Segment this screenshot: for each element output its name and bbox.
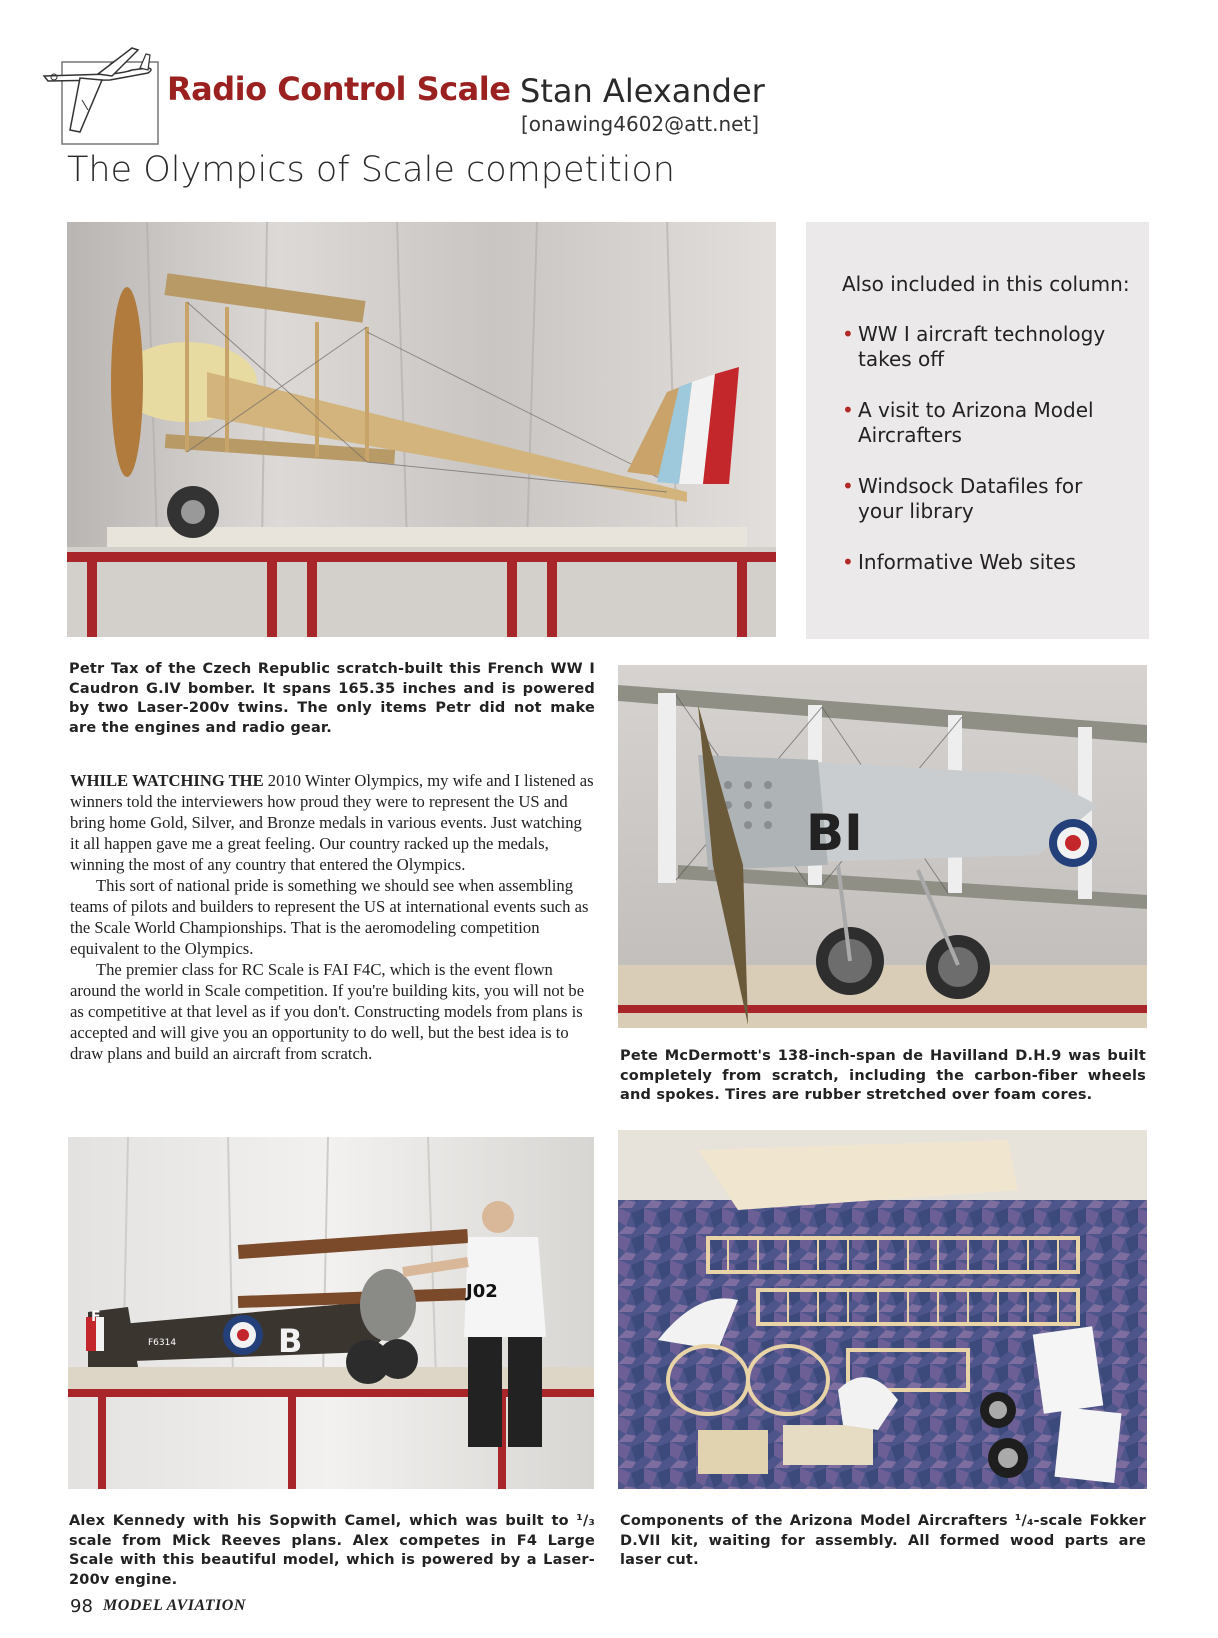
caption-caudron: Petr Tax of the Czech Republic scratch-built this French WW I Caudron G.IV bomber. It spans 165.35 inches and is powered by two Laser-200v twins. The only items Petr did not make are the engines and radio gear. — [69, 661, 595, 736]
magazine-name: MODEL AVIATION — [103, 1597, 246, 1614]
bullet-icon: • — [842, 398, 854, 422]
caption-camel: Alex Kennedy with his Sopwith Camel, which was built to ¹/₃ scale from Mick Reeves plans. Alex competes in F4 Large Scale with this beautiful model, which is powered by a Laser-200v engine. — [69, 1513, 595, 1588]
camel-serial: F6314 — [148, 1338, 177, 1348]
photo-caudron — [67, 222, 776, 637]
camel-code: B — [278, 1322, 303, 1360]
caption-dh9: Pete McDermott's 138-inch-span de Havilland D.H.9 was built completely from scratch, including the carbon-fiber wheels and spokes. Tires are rubber stretched over foam cores. — [620, 1048, 1146, 1103]
bullet-icon: • — [842, 474, 854, 498]
sidebar-item: • WW I aircraft technology takes off — [842, 322, 1106, 371]
logo-plane-icon — [40, 40, 160, 145]
photo-dh9 — [618, 665, 1147, 1028]
author-email[interactable]: [onawing4602@att.net] — [521, 112, 760, 136]
shirt-number: J02 — [466, 1281, 498, 1302]
sidebar-list — [842, 322, 1132, 601]
author-name: Stan Alexander — [520, 72, 765, 110]
column-title: Radio Control Scale — [167, 70, 511, 108]
page-headline: The Olympics of Scale competition — [67, 150, 675, 190]
dh9-code: BI — [806, 804, 863, 862]
camel-fin-letter: F — [91, 1309, 101, 1325]
caption-fokker: Components of the Arizona Model Aircrafters ¹/₄-scale Fokker D.VII kit, waiting for assembly. All formed wood parts are laser cut. — [620, 1513, 1146, 1568]
paragraph: The premier class for RC Scale is FAI F4C, which is the event flown around the world in Scale competition. If you're building kits, you will not be as competitive at that level as if you don't. Constructing models from plans is accepted and will give you an opportunity to do well, but the best idea is to draw plans and build an aircraft from scratch. — [70, 960, 585, 1063]
photo-camel — [68, 1137, 594, 1489]
sidebar-item: • Informative Web sites — [842, 550, 1076, 574]
sidebar-item: • Windsock Datafiles for your library — [842, 474, 1083, 523]
sidebar-box — [806, 222, 1149, 639]
article-body — [70, 770, 594, 1064]
bullet-icon: • — [842, 322, 854, 346]
photo-fokker-kit — [618, 1130, 1147, 1489]
page-number: 98 — [70, 1596, 93, 1617]
bullet-icon: • — [842, 550, 854, 574]
paragraph: This sort of national pride is something we should see when assembling teams of pilots and builders to represent the US at international events such as the Scale World Championships. That is the aeromodeling competition equivalent to the Olympics. — [70, 876, 589, 958]
sidebar-heading: Also included in this column: — [842, 272, 1130, 296]
sidebar-item: • A visit to Arizona Model Aircrafters — [842, 398, 1094, 447]
paragraph: WHILE WATCHING THE 2010 Winter Olympics, my wife and I listened as winners told the interviewers how proud they were to represent the US and bring home Gold, Silver, and Bronze medals in various events. Just watching it all happen gave me a great feeling. Our country racked up the medals, winning the most of any country that entered the Olympics. — [70, 771, 594, 874]
